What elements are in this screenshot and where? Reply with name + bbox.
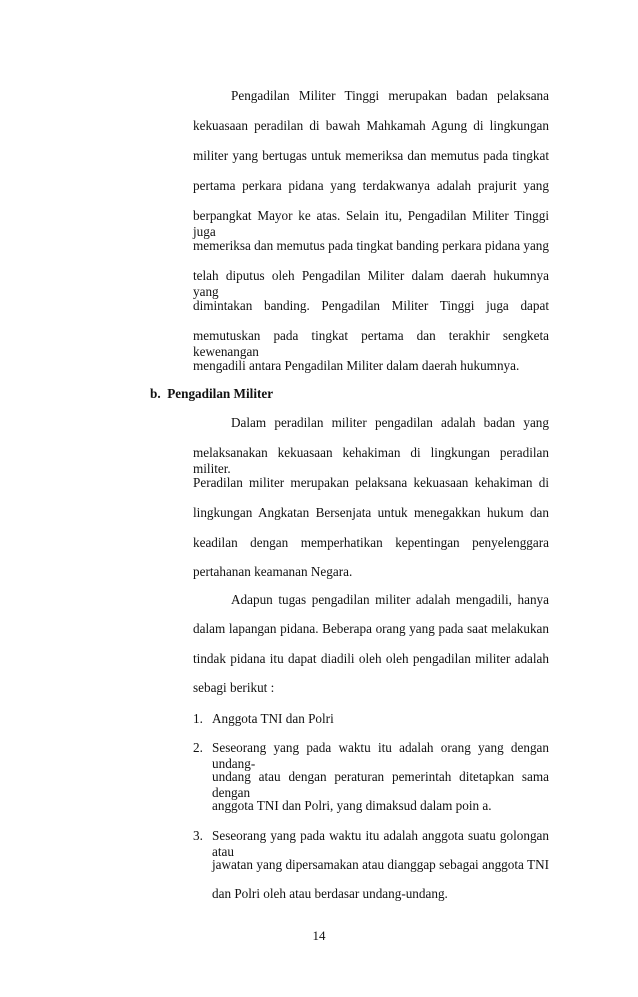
list-item: Seseorang yang pada waktu itu adalah orang yang dengan undang- [212,740,549,771]
paragraph-line: dalam lapangan pidana. Beberapa orang yang pada saat melakukan [193,621,549,636]
list-item: Anggota TNI dan Polri [212,711,334,726]
paragraph-line: pertahanan keamanan Negara. [193,564,353,579]
paragraph-line: pertama perkara pidana yang terdakwanya adalah prajurit yang [193,178,549,193]
paragraph-line: Peradilan militer merupakan pelaksana kekuasaan kehakiman di [193,475,549,490]
paragraph-line: berpangkat Mayor ke atas. Selain itu, Pengadilan Militer Tinggi juga [193,208,549,239]
paragraph-line: telah diputus oleh Pengadilan Militer dalam daerah hukumnya yang [193,268,549,299]
paragraph-line: Pengadilan Militer Tinggi merupakan badan pelaksana [231,88,549,103]
list-item: jawatan yang dipersamakan atau dianggap sebagai anggota TNI [212,857,549,872]
section-heading: b. Pengadilan Militer [150,386,274,401]
list-item-number: 3. [193,828,203,843]
paragraph-line: Dalam peradilan militer pengadilan adalah badan yang [231,415,549,430]
paragraph-line: militer yang bertugas untuk memeriksa dan memutus pada tingkat [193,148,549,163]
list-item: anggota TNI dan Polri, yang dimaksud dalam poin a. [212,798,492,813]
list-item-number: 2. [193,740,203,755]
list-item: Seseorang yang pada waktu itu adalah anggota suatu golongan atau [212,828,549,859]
paragraph-line: dimintakan banding. Pengadilan Militer Tinggi juga dapat [193,298,549,313]
paragraph-line: melaksanakan kekuasaan kehakiman di lingkungan peradilan militer. [193,445,549,476]
paragraph-line: sebagi berikut : [193,680,275,695]
list-item: dan Polri oleh atau berdasar undang-undang. [212,886,448,901]
paragraph-line: keadilan dengan memperhatikan kepentingan penyelenggara [193,535,549,550]
list-item-number: 1. [193,711,203,726]
paragraph-line: mengadili antara Pengadilan Militer dalam daerah hukumnya. [193,358,520,373]
list-item: undang atau dengan peraturan pemerintah ditetapkan sama dengan [212,769,549,800]
paragraph-line: memeriksa dan memutus pada tingkat banding perkara pidana yang [193,238,549,253]
paragraph-line: lingkungan Angkatan Bersenjata untuk menegakkan hukum dan [193,505,549,520]
page-number: 14 [312,928,326,943]
paragraph-line: kekuasaan peradilan di bawah Mahkamah Agung di lingkungan [193,118,549,133]
paragraph-line: tindak pidana itu dapat diadili oleh oleh pengadilan militer adalah [193,651,549,666]
paragraph-line: memutuskan pada tingkat pertama dan terakhir sengketa kewenangan [193,328,549,359]
paragraph-line: Adapun tugas pengadilan militer adalah mengadili, hanya [231,592,549,607]
